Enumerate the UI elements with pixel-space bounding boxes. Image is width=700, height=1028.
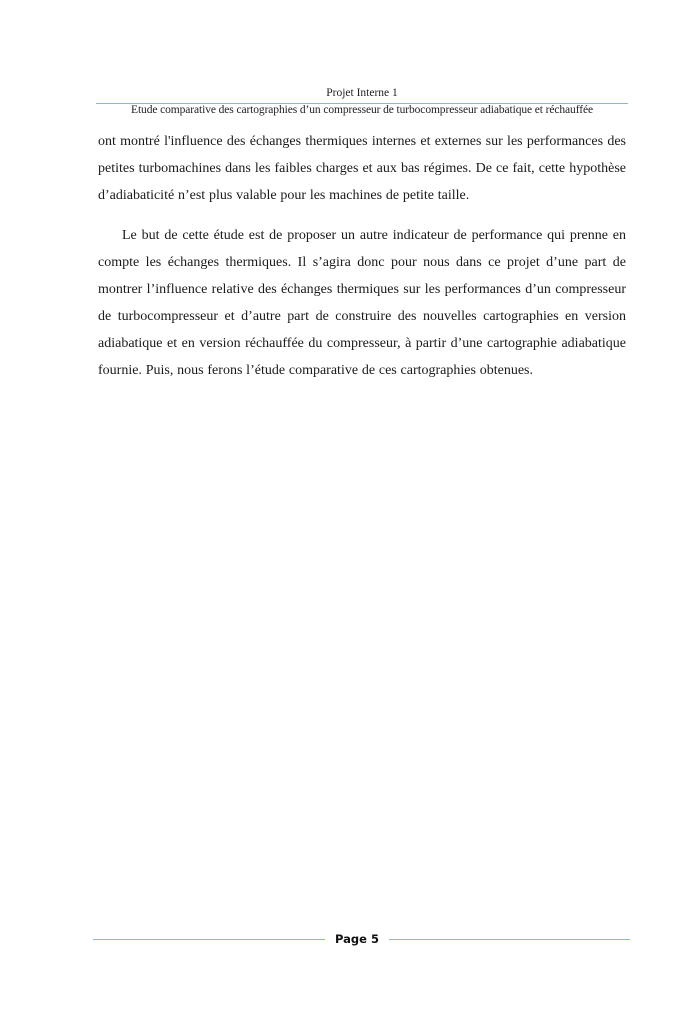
document-body [98,128,626,384]
page-footer [93,930,630,950]
body-paragraph-1: ont montré l'influence des échanges thermiques internes et externes sur les performances des petites turbomachines dans les faibles charges et aux bas régimes. De ce fait, cette hypothèse d’adiabaticité n’est plus valable pour les machines de petite taille. [98,134,626,203]
header-subtitle: Etude comparative des cartographies d’un compresseur de turbocompresseur adiabatique et réchauffée [131,104,593,116]
page-number: Page 5 [335,932,379,946]
header-divider [96,103,628,104]
footer-divider-left [93,939,325,940]
header-title: Projet Interne 1 [326,87,398,99]
footer-divider-right [389,939,630,940]
page-header [96,86,628,118]
body-paragraph-2: Le but de cette étude est de proposer un autre indicateur de performance qui prenne en compte les échanges thermiques. Il s’agira donc pour nous dans ce projet d’une part de montrer l’influence relative des échanges thermiques sur les performances d’un compresseur de turbocompresseur et d’autre part de construire des nouvelles cartographies en version adiabatique et en version réchauffée du compresseur, à partir d’une cartographie adiabatique fournie. Puis, nous ferons l’étude comparative de ces cartographies obtenues. [98,228,626,378]
